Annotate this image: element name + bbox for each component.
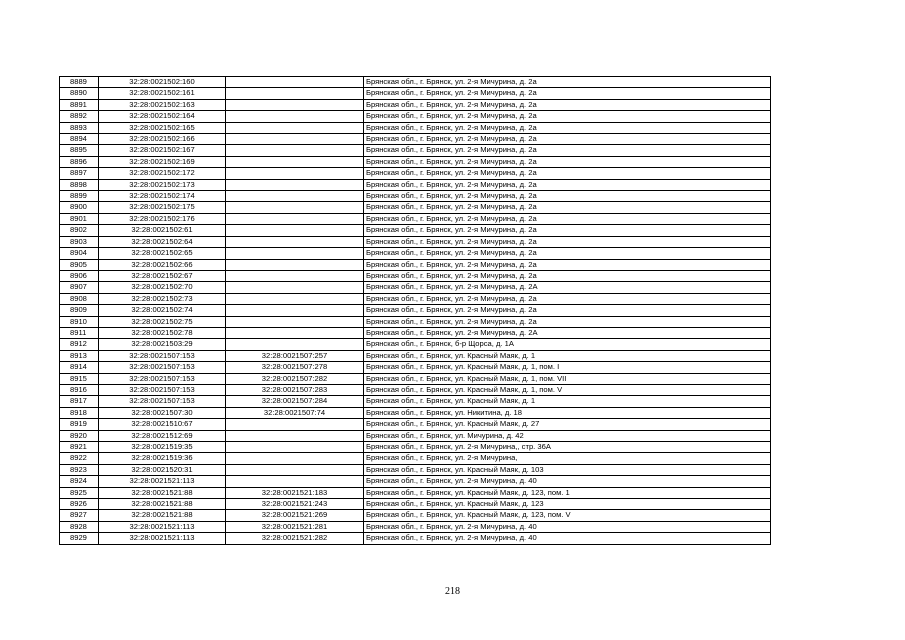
- row-number-cell: 8897: [60, 168, 99, 179]
- address-cell: Брянская обл., г. Брянск, ул. Мичурина, д. 42: [364, 430, 771, 441]
- parent-cadastral-number-cell: 32:28:0021502:169: [99, 156, 226, 167]
- row-number-cell: 8905: [60, 259, 99, 270]
- cadastral-number-cell: [226, 464, 364, 475]
- address-cell: Брянская обл., г. Брянск, ул. 2-я Мичурина, д. 2А: [364, 327, 771, 338]
- address-cell: Брянская обл., г. Брянск, ул. 2-я Мичурина, д. 2а: [364, 213, 771, 224]
- row-number-cell: 8895: [60, 145, 99, 156]
- row-number-cell: 8920: [60, 430, 99, 441]
- table-row: [60, 339, 771, 350]
- table-row: [60, 419, 771, 430]
- address-cell: Брянская обл., г. Брянск, ул. 2-я Мичурина, д. 2а: [364, 156, 771, 167]
- cadastral-number-cell: 32:28:0021521:269: [226, 510, 364, 521]
- address-cell: Брянская обл., г. Брянск, ул. 2-я Мичурина, д. 2а: [364, 236, 771, 247]
- table-row: [60, 213, 771, 224]
- address-cell: Брянская обл., г. Брянск, ул. 2-я Мичурина, д. 2а: [364, 99, 771, 110]
- parent-cadastral-number-cell: 32:28:0021502:74: [99, 305, 226, 316]
- row-number-cell: 8901: [60, 213, 99, 224]
- row-number-cell: 8917: [60, 396, 99, 407]
- cadastral-number-cell: [226, 419, 364, 430]
- cadastral-number-cell: [226, 453, 364, 464]
- row-number-cell: 8928: [60, 521, 99, 532]
- row-number-cell: 8894: [60, 134, 99, 145]
- address-cell: Брянская обл., г. Брянск, ул. Красный Маяк, д. 1: [364, 350, 771, 361]
- row-number-cell: 8891: [60, 99, 99, 110]
- row-number-cell: 8915: [60, 373, 99, 384]
- address-cell: Брянская обл., г. Брянск, ул. 2-я Мичурина, д. 2а: [364, 316, 771, 327]
- table-row: [60, 487, 771, 498]
- table-row: [60, 499, 771, 510]
- address-cell: Брянская обл., г. Брянск, ул. 2-я Мичурина, д. 2а: [364, 88, 771, 99]
- parent-cadastral-number-cell: 32:28:0021502:65: [99, 248, 226, 259]
- row-number-cell: 8916: [60, 384, 99, 395]
- cadastral-number-cell: 32:28:0021521:281: [226, 521, 364, 532]
- table-row: [60, 476, 771, 487]
- row-number-cell: 8913: [60, 350, 99, 361]
- parent-cadastral-number-cell: 32:28:0021521:113: [99, 533, 226, 544]
- row-number-cell: 8911: [60, 327, 99, 338]
- address-cell: Брянская обл., г. Брянск, ул. Красный Маяк, д. 1: [364, 396, 771, 407]
- table-row: [60, 362, 771, 373]
- table-row: [60, 179, 771, 190]
- parent-cadastral-number-cell: 32:28:0021502:160: [99, 77, 226, 88]
- registry-table: [59, 76, 771, 545]
- parent-cadastral-number-cell: 32:28:0021520:31: [99, 464, 226, 475]
- parent-cadastral-number-cell: 32:28:0021502:64: [99, 236, 226, 247]
- address-cell: Брянская обл., г. Брянск, ул. 2-я Мичурина, д. 2а: [364, 179, 771, 190]
- address-cell: Брянская обл., г. Брянск, ул. Никитина, д. 18: [364, 407, 771, 418]
- table-row: [60, 316, 771, 327]
- table-row: [60, 88, 771, 99]
- cadastral-number-cell: [226, 179, 364, 190]
- parent-cadastral-number-cell: 32:28:0021507:153: [99, 384, 226, 395]
- address-cell: Брянская обл., г. Брянск, ул. 2-я Мичурина, д. 2а: [364, 191, 771, 202]
- address-cell: Брянская обл., г. Брянск, ул. 2-я Мичурина, д. 2А: [364, 282, 771, 293]
- address-cell: Брянская обл., г. Брянск, ул. Красный Маяк, д. 123, пом. 1: [364, 487, 771, 498]
- parent-cadastral-number-cell: 32:28:0021521:88: [99, 499, 226, 510]
- row-number-cell: 8919: [60, 419, 99, 430]
- address-cell: Брянская обл., г. Брянск, ул. 2-я Мичурина, д. 2а: [364, 168, 771, 179]
- cadastral-number-cell: 32:28:0021521:243: [226, 499, 364, 510]
- parent-cadastral-number-cell: 32:28:0021502:61: [99, 225, 226, 236]
- parent-cadastral-number-cell: 32:28:0021502:164: [99, 111, 226, 122]
- table-row: [60, 442, 771, 453]
- cadastral-number-cell: [226, 305, 364, 316]
- parent-cadastral-number-cell: 32:28:0021507:153: [99, 373, 226, 384]
- table-row: [60, 373, 771, 384]
- row-number-cell: 8927: [60, 510, 99, 521]
- table-row: [60, 282, 771, 293]
- address-cell: Брянская обл., г. Брянск, ул. Красный Маяк, д. 1, пом. V: [364, 384, 771, 395]
- row-number-cell: 8909: [60, 305, 99, 316]
- parent-cadastral-number-cell: 32:28:0021502:166: [99, 134, 226, 145]
- parent-cadastral-number-cell: 32:28:0021521:113: [99, 521, 226, 532]
- address-cell: Брянская обл., г. Брянск, ул. 2-я Мичурина, д. 2а: [364, 202, 771, 213]
- address-cell: Брянская обл., г. Брянск, ул. 2-я Мичурина, д. 40: [364, 521, 771, 532]
- row-number-cell: 8924: [60, 476, 99, 487]
- row-number-cell: 8898: [60, 179, 99, 190]
- parent-cadastral-number-cell: 32:28:0021521:88: [99, 510, 226, 521]
- address-cell: Брянская обл., г. Брянск, ул. 2-я Мичурина, д. 40: [364, 476, 771, 487]
- table-row: [60, 407, 771, 418]
- cadastral-number-cell: 32:28:0021507:74: [226, 407, 364, 418]
- table-row: [60, 168, 771, 179]
- row-number-cell: 8925: [60, 487, 99, 498]
- address-cell: Брянская обл., г. Брянск, ул. 2-я Мичурина, д. 2а: [364, 134, 771, 145]
- cadastral-number-cell: [226, 145, 364, 156]
- table-row: [60, 464, 771, 475]
- cadastral-number-cell: [226, 111, 364, 122]
- parent-cadastral-number-cell: 32:28:0021502:73: [99, 293, 226, 304]
- parent-cadastral-number-cell: 32:28:0021519:35: [99, 442, 226, 453]
- address-cell: Брянская обл., г. Брянск, ул. 2-я Мичурина, д. 2а: [364, 111, 771, 122]
- address-cell: Брянская обл., г. Брянск, ул. Красный Маяк, д. 1, пом. VII: [364, 373, 771, 384]
- cadastral-number-cell: [226, 168, 364, 179]
- parent-cadastral-number-cell: 32:28:0021507:153: [99, 362, 226, 373]
- parent-cadastral-number-cell: 32:28:0021502:78: [99, 327, 226, 338]
- cadastral-number-cell: [226, 248, 364, 259]
- parent-cadastral-number-cell: 32:28:0021519:36: [99, 453, 226, 464]
- cadastral-number-cell: 32:28:0021521:282: [226, 533, 364, 544]
- parent-cadastral-number-cell: 32:28:0021502:163: [99, 99, 226, 110]
- cadastral-number-cell: [226, 339, 364, 350]
- parent-cadastral-number-cell: 32:28:0021502:67: [99, 270, 226, 281]
- address-cell: Брянская обл., г. Брянск, ул. 2-я Мичурина, д. 2а: [364, 270, 771, 281]
- address-cell: Брянская обл., г. Брянск, ул. Красный Маяк, д. 27: [364, 419, 771, 430]
- address-cell: Брянская обл., г. Брянск, ул. 2-я Мичурина, д. 40: [364, 533, 771, 544]
- row-number-cell: 8889: [60, 77, 99, 88]
- row-number-cell: 8906: [60, 270, 99, 281]
- table-row: [60, 293, 771, 304]
- registry-table-body: [60, 77, 771, 545]
- cadastral-number-cell: [226, 77, 364, 88]
- address-cell: Брянская обл., г. Брянск, ул. 2-я Мичурина, д. 2а: [364, 145, 771, 156]
- cadastral-number-cell: [226, 156, 364, 167]
- address-cell: Брянская обл., г. Брянск, ул. 2-я Мичурина,: [364, 453, 771, 464]
- row-number-cell: 8896: [60, 156, 99, 167]
- address-cell: Брянская обл., г. Брянск, ул. 2-я Мичурина, д. 2а: [364, 293, 771, 304]
- row-number-cell: 8929: [60, 533, 99, 544]
- cadastral-number-cell: [226, 225, 364, 236]
- cadastral-number-cell: [226, 293, 364, 304]
- table-row: [60, 122, 771, 133]
- parent-cadastral-number-cell: 32:28:0021502:75: [99, 316, 226, 327]
- parent-cadastral-number-cell: 32:28:0021502:167: [99, 145, 226, 156]
- table-row: [60, 521, 771, 532]
- address-cell: Брянская обл., г. Брянск, ул. 2-я Мичурина, д. 2а: [364, 305, 771, 316]
- cadastral-number-cell: [226, 430, 364, 441]
- address-cell: Брянская обл., г. Брянск, б-р Щорса, д. 1А: [364, 339, 771, 350]
- cadastral-number-cell: 32:28:0021507:283: [226, 384, 364, 395]
- table-row: [60, 510, 771, 521]
- address-cell: Брянская обл., г. Брянск, ул. Красный Маяк, д. 123: [364, 499, 771, 510]
- address-cell: Брянская обл., г. Брянск, ул. 2-я Мичурина, д. 2а: [364, 259, 771, 270]
- table-row: [60, 156, 771, 167]
- table-row: [60, 259, 771, 270]
- address-cell: Брянская обл., г. Брянск, ул. 2-я Мичурина, д. 2а: [364, 77, 771, 88]
- table-row: [60, 327, 771, 338]
- row-number-cell: 8904: [60, 248, 99, 259]
- row-number-cell: 8921: [60, 442, 99, 453]
- parent-cadastral-number-cell: 32:28:0021502:175: [99, 202, 226, 213]
- row-number-cell: 8890: [60, 88, 99, 99]
- table-row: [60, 225, 771, 236]
- table-row: [60, 134, 771, 145]
- parent-cadastral-number-cell: 32:28:0021507:153: [99, 396, 226, 407]
- row-number-cell: 8912: [60, 339, 99, 350]
- parent-cadastral-number-cell: 32:28:0021512:69: [99, 430, 226, 441]
- parent-cadastral-number-cell: 32:28:0021502:70: [99, 282, 226, 293]
- row-number-cell: 8918: [60, 407, 99, 418]
- table-row: [60, 236, 771, 247]
- cadastral-number-cell: [226, 476, 364, 487]
- table-row: [60, 145, 771, 156]
- parent-cadastral-number-cell: 32:28:0021507:153: [99, 350, 226, 361]
- table-row: [60, 99, 771, 110]
- cadastral-number-cell: [226, 191, 364, 202]
- cadastral-number-cell: 32:28:0021507:284: [226, 396, 364, 407]
- address-cell: Брянская обл., г. Брянск, ул. 2-я Мичурина,, стр. 36А: [364, 442, 771, 453]
- parent-cadastral-number-cell: 32:28:0021502:66: [99, 259, 226, 270]
- table-row: [60, 350, 771, 361]
- page-number: 218: [445, 586, 460, 597]
- table-row: [60, 384, 771, 395]
- parent-cadastral-number-cell: 32:28:0021502:172: [99, 168, 226, 179]
- address-cell: Брянская обл., г. Брянск, ул. 2-я Мичурина, д. 2а: [364, 122, 771, 133]
- address-cell: Брянская обл., г. Брянск, ул. 2-я Мичурина, д. 2а: [364, 225, 771, 236]
- cadastral-number-cell: 32:28:0021507:278: [226, 362, 364, 373]
- cadastral-number-cell: [226, 259, 364, 270]
- parent-cadastral-number-cell: 32:28:0021503:29: [99, 339, 226, 350]
- parent-cadastral-number-cell: 32:28:0021502:176: [99, 213, 226, 224]
- parent-cadastral-number-cell: 32:28:0021507:30: [99, 407, 226, 418]
- cadastral-number-cell: [226, 202, 364, 213]
- address-cell: Брянская обл., г. Брянск, ул. Красный Маяк, д. 103: [364, 464, 771, 475]
- row-number-cell: 8908: [60, 293, 99, 304]
- cadastral-number-cell: 32:28:0021507:257: [226, 350, 364, 361]
- table-row: [60, 248, 771, 259]
- cadastral-number-cell: [226, 327, 364, 338]
- row-number-cell: 8910: [60, 316, 99, 327]
- row-number-cell: 8914: [60, 362, 99, 373]
- parent-cadastral-number-cell: 32:28:0021502:165: [99, 122, 226, 133]
- cadastral-number-cell: [226, 270, 364, 281]
- cadastral-number-cell: [226, 134, 364, 145]
- table-row: [60, 396, 771, 407]
- row-number-cell: 8900: [60, 202, 99, 213]
- parent-cadastral-number-cell: 32:28:0021502:161: [99, 88, 226, 99]
- table-row: [60, 77, 771, 88]
- table-row: [60, 191, 771, 202]
- table-row: [60, 430, 771, 441]
- parent-cadastral-number-cell: 32:28:0021502:173: [99, 179, 226, 190]
- row-number-cell: 8903: [60, 236, 99, 247]
- cadastral-number-cell: [226, 282, 364, 293]
- cadastral-number-cell: [226, 88, 364, 99]
- address-cell: Брянская обл., г. Брянск, ул. Красный Маяк, д. 123, пом. V: [364, 510, 771, 521]
- table-row: [60, 111, 771, 122]
- row-number-cell: 8892: [60, 111, 99, 122]
- parent-cadastral-number-cell: 32:28:0021502:174: [99, 191, 226, 202]
- row-number-cell: 8926: [60, 499, 99, 510]
- row-number-cell: 8923: [60, 464, 99, 475]
- cadastral-number-cell: 32:28:0021521:183: [226, 487, 364, 498]
- table-row: [60, 305, 771, 316]
- parent-cadastral-number-cell: 32:28:0021521:113: [99, 476, 226, 487]
- row-number-cell: 8902: [60, 225, 99, 236]
- row-number-cell: 8899: [60, 191, 99, 202]
- cadastral-number-cell: 32:28:0021507:282: [226, 373, 364, 384]
- cadastral-number-cell: [226, 99, 364, 110]
- parent-cadastral-number-cell: 32:28:0021510:67: [99, 419, 226, 430]
- row-number-cell: 8922: [60, 453, 99, 464]
- row-number-cell: 8907: [60, 282, 99, 293]
- cadastral-number-cell: [226, 236, 364, 247]
- table-row: [60, 453, 771, 464]
- cadastral-number-cell: [226, 316, 364, 327]
- table-row: [60, 270, 771, 281]
- table-row: [60, 533, 771, 544]
- cadastral-number-cell: [226, 213, 364, 224]
- parent-cadastral-number-cell: 32:28:0021521:88: [99, 487, 226, 498]
- address-cell: Брянская обл., г. Брянск, ул. Красный Маяк, д. 1, пом. I: [364, 362, 771, 373]
- address-cell: Брянская обл., г. Брянск, ул. 2-я Мичурина, д. 2а: [364, 248, 771, 259]
- cadastral-number-cell: [226, 122, 364, 133]
- cadastral-number-cell: [226, 442, 364, 453]
- table-row: [60, 202, 771, 213]
- row-number-cell: 8893: [60, 122, 99, 133]
